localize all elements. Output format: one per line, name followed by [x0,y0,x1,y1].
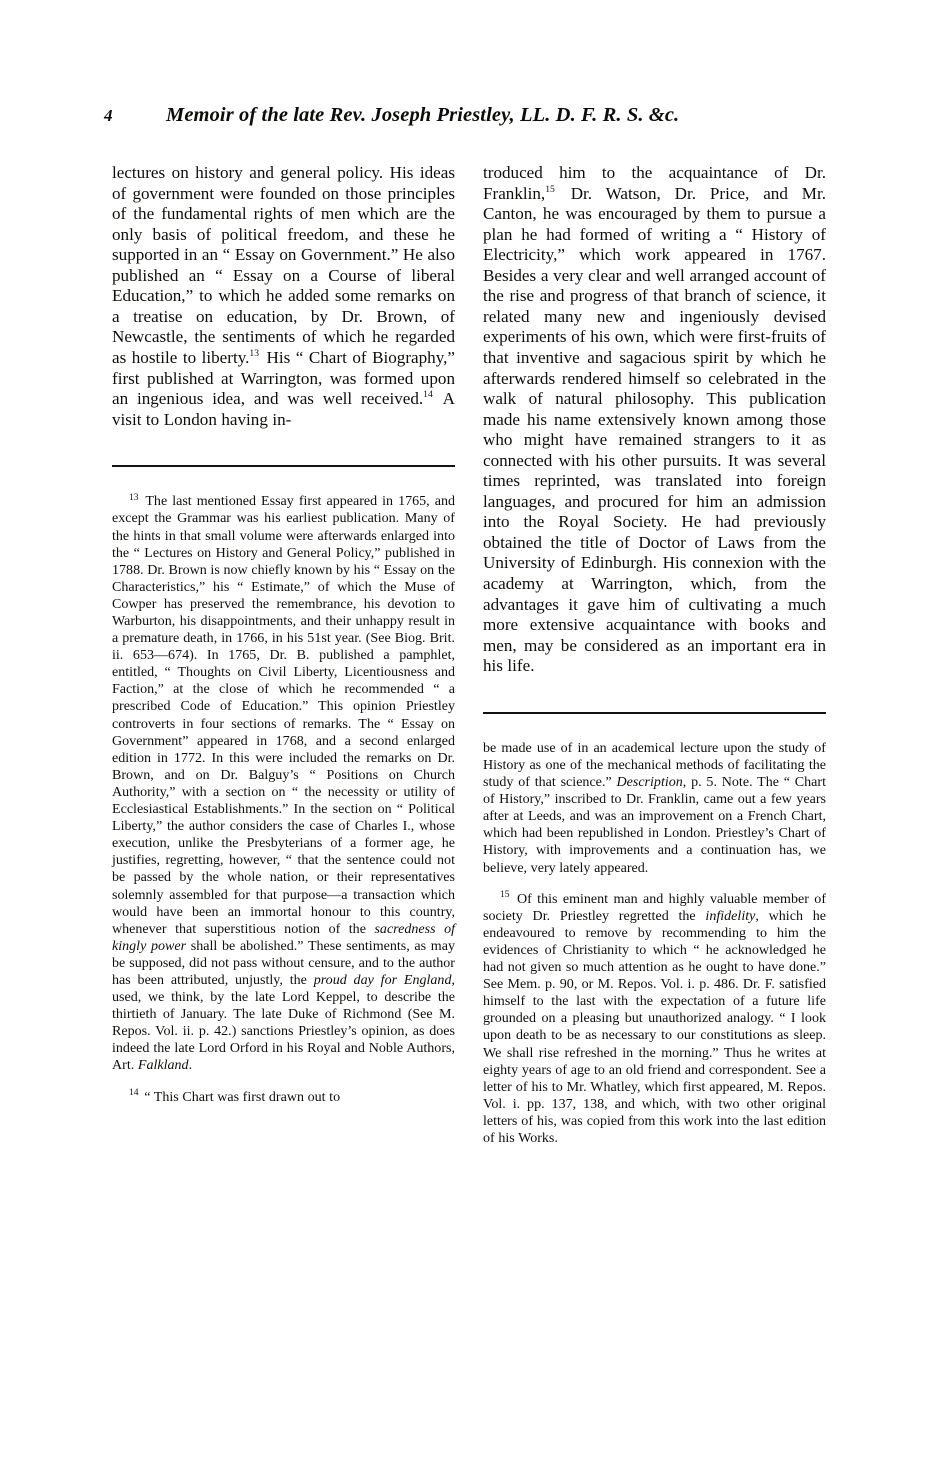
footnote-number-14: 14 [129,1086,139,1098]
footnote-text-segment: “ This Chart was first drawn out to [140,1088,341,1105]
running-head [104,104,820,134]
spacer [112,447,455,465]
footnote-14-continuation [483,740,826,877]
right-column [483,146,826,1161]
spacer [112,467,455,479]
body-text-segment: lectures on history and general policy. His ideas of government were founded on those principles of the fundamental rights of men which are the only basis of political freedom, and these he supported in an “ Essay on Government.” He also published an “ Essay on a Course of liberal Education,” to which he added some remarks on a treatise on education, by Dr. Brown, of Newcastle, the sentiments of which he regarded as hostile to liberty. [112,163,455,368]
footnote-marker-14[interactable]: 14 [423,389,433,401]
footnote-italic-phrase: sacredness of kingly power [112,920,455,954]
page-number: 4 [104,106,113,125]
footnote-number-13: 13 [129,491,139,503]
footnote-15 [483,891,826,1147]
running-head-title: Memoir of the late Rev. Joseph Priestley, LL. D. F. R. S. &c. [166,104,680,126]
body-text-segment: Dr. Watson, Dr. Price, and Mr. Canton, he was encouraged by them to pursue a plan he had formed of writing a “ History of Electricity,” which work appeared in 1767. Besides a very clear and well arranged account of the rise and progress of that branch of science, it related many new and ingeniously devised experiments of his own, which were first-fruits of that inventive and sagacious spirit by which he afterwards rendered himself so celebrated in the walk of natural philosophy. This publication made his name extensively known among those who might have remained strangers to it as connected with his other pursuits. It was several times reprinted, was translated into foreign languages, and procured for him an admission into the Royal Society. He had previously obtained the title of Doctor of Laws from the University of Edinburgh. His connexion with the academy at Warrington, which, from the advantages it gave him of cultivating a much more extensive acquaintance with books and men, may be considered as an important era in his life. [483,183,826,676]
footnote-italic-title: Description [616,774,683,791]
body-text-segment: His “ Chart of Biography,” first published at Warrington, was formed upon an ingenious idea, and was well received. [112,348,455,409]
footnote-text-segment: , p. 5. Note. The “ Chart of History,” inscribed to Dr. Franklin, came out a few years after at Leeds, and was an improvement on a French Chart, which had been republished in London. Priestley’s Chart of History, with improvements and a continuation has, we believe, very lately appeared. [483,774,826,876]
right-column-body-paragraph [483,163,826,677]
footnote-14-start [112,1086,455,1106]
footnote-text-segment: be made use of in an academical lecture upon the study of History as one of the mechanical methods of facilitating the study of that science.” [483,739,826,791]
footnote-text-segment: . [188,1057,193,1074]
spacer [483,694,826,712]
footnote-text-segment: shall be abolished.” These sentiments, as may be supposed, did not pass without censure, and to the author has been attributed, unjustly, the [112,937,455,988]
footnote-text-segment: , used, we think, by the late Lord Keppel, to describe the thirtieth of January. The late Duke of Richmond (See M. Repos. Vol. ii. p. 42.) sanctions Priestley’s opinion, as does indeed the late Lord Orford in his Royal and Noble Authors, Art. [112,971,455,1074]
footnote-text-segment: The last mentioned Essay first appeared in 1765, and except the Grammar was his earliest publication. Many of the hints in that small volume were afterwards enlarged into the “ Lectures on History and General Policy,” published in 1788. Dr. Brown is now chiefly known by his “ Essay on the Characteristics,” his “ Estimate,” of which the Muse of Cowper has preserved the remembrance, his devotion to Warburton, his disappointments, and their unhappy result in a premature death, in 1766, in his 51st year. (See Biog. Brit. ii. 653—674). In 1765, Dr. B. published a pamphlet, entitled, “ Thoughts on Civil Liberty, Licentiousness and Faction,” at the close of which he recommended “ a prescribed Code of Education.” This opinion Priestley controverts in four sections of remarks. The “ Essay on Government” appeared in 1768, and a second enlarged edition in 1772. In this were included the remarks on Dr. Brown, and on Dr. Balguy’s “ Positions on Church Authority,” with a section on “ the necessity or utility of Ecclesiastical Establishments.” In the section on “ Political Liberty,” the author considers the case of Charles I., whose execution, unlike the Presbyterians of a former age, he justifies, regretting, however, “ that the sentence could not be passed by the whole nation, or their representatives solemnly assembled for that purpose—a transaction which would have been an immortal honour to this country, whenever that superstitious notion of the [112,493,455,937]
footnote-marker-13[interactable]: 13 [249,348,260,360]
body-text-segment: A visit to London having in- [112,389,455,429]
footnote-text-segment: , which he endeavoured to remove by recommending to him the evidences of Christianity to which “ he acknowledged he had not given so much attention as he ought to have done.” See Mem. p. 90, or M. Repos. Vol. i. p. 486. Dr. F. satisfied himself to the last with the expectation of a future life grounded on a pleasing but unauthorized analogy. “ I look upon death to be as necessary to our constitutions as sleep. We shall rise refreshed in the morning.” Thus he writes at eighty years of age to an old friend and correspondent. See a letter of his to Mr. Whatley, which first appeared, M. Repos. Vol. i. pp. 137, 138, and which, with two other original letters of his, was copied from this work into the last edition of his Works. [483,907,826,1147]
footnote-13 [112,493,455,1074]
footnote-italic-title: Falkland [137,1057,189,1074]
footnote-number-15: 15 [500,889,510,901]
footnote-italic-phrase: proud day for England [313,971,452,988]
footnote-marker-15[interactable]: 15 [545,183,555,195]
footnote-italic-phrase: infidelity [705,907,756,924]
footnote-text-segment: Of this eminent man and highly valuable member of society Dr. Priestley regretted the [483,890,826,924]
left-column [112,146,455,1161]
body-text-segment: troduced him to the acquaintance of Dr. Franklin, [483,163,826,203]
left-column-body-paragraph [112,163,455,430]
text-columns [112,146,826,1161]
spacer [483,714,826,726]
